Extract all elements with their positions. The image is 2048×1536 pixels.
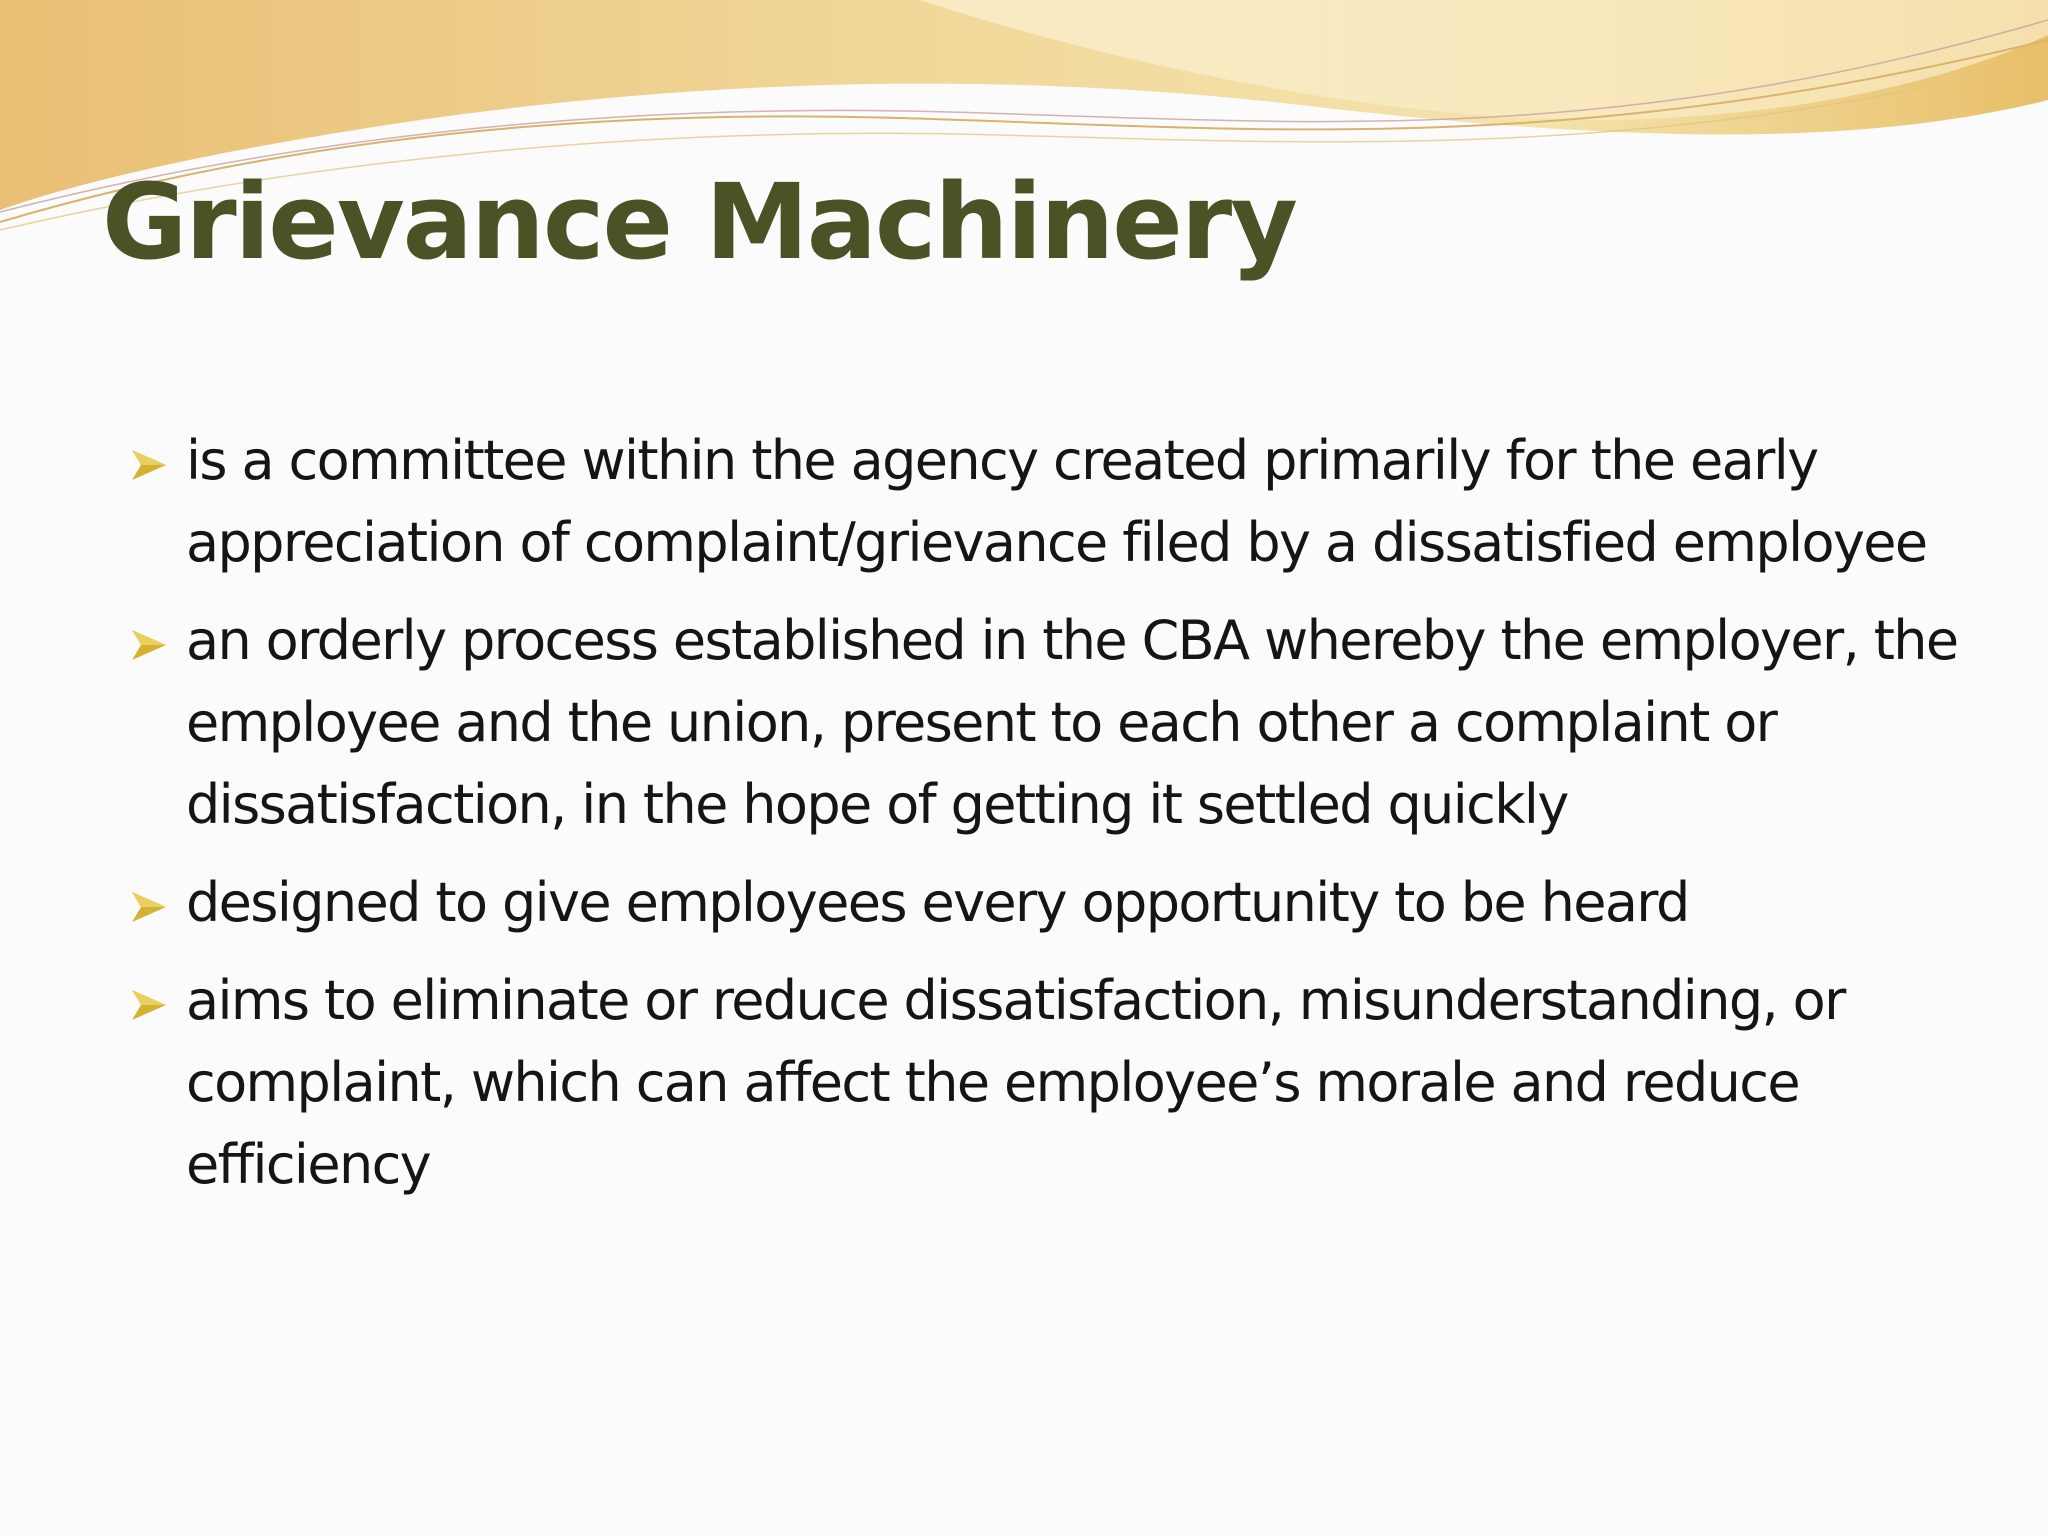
- bullet-list: [128, 420, 1958, 1222]
- bullet-text: aims to eliminate or reduce dissatisfaction, misunderstanding, or complaint, which can affect the employee’s morale and reduce efficiency: [186, 969, 1845, 1196]
- bullet-item: [128, 960, 1958, 1206]
- bullet-item: [128, 600, 1958, 846]
- arrowhead-bullet-icon: [128, 624, 170, 666]
- slide-title: Grievance Machinery: [102, 161, 1296, 283]
- bullet-item: [128, 420, 1958, 584]
- bullet-text: designed to give employees every opportunity to be heard: [186, 871, 1689, 934]
- bullet-text: an orderly process established in the CBA whereby the employer, the employee and the union, present to each other a complaint or dissatisfaction, in the hope of getting it settled quickly: [186, 609, 1958, 836]
- arrowhead-bullet-icon: [128, 886, 170, 928]
- bullet-item: [128, 862, 1958, 944]
- arrowhead-bullet-icon: [128, 984, 170, 1026]
- arrowhead-bullet-icon: [128, 444, 170, 486]
- bullet-text: is a committee within the agency created primarily for the early appreciation of complaint/grievance filed by a dissatisfied employee: [186, 429, 1927, 574]
